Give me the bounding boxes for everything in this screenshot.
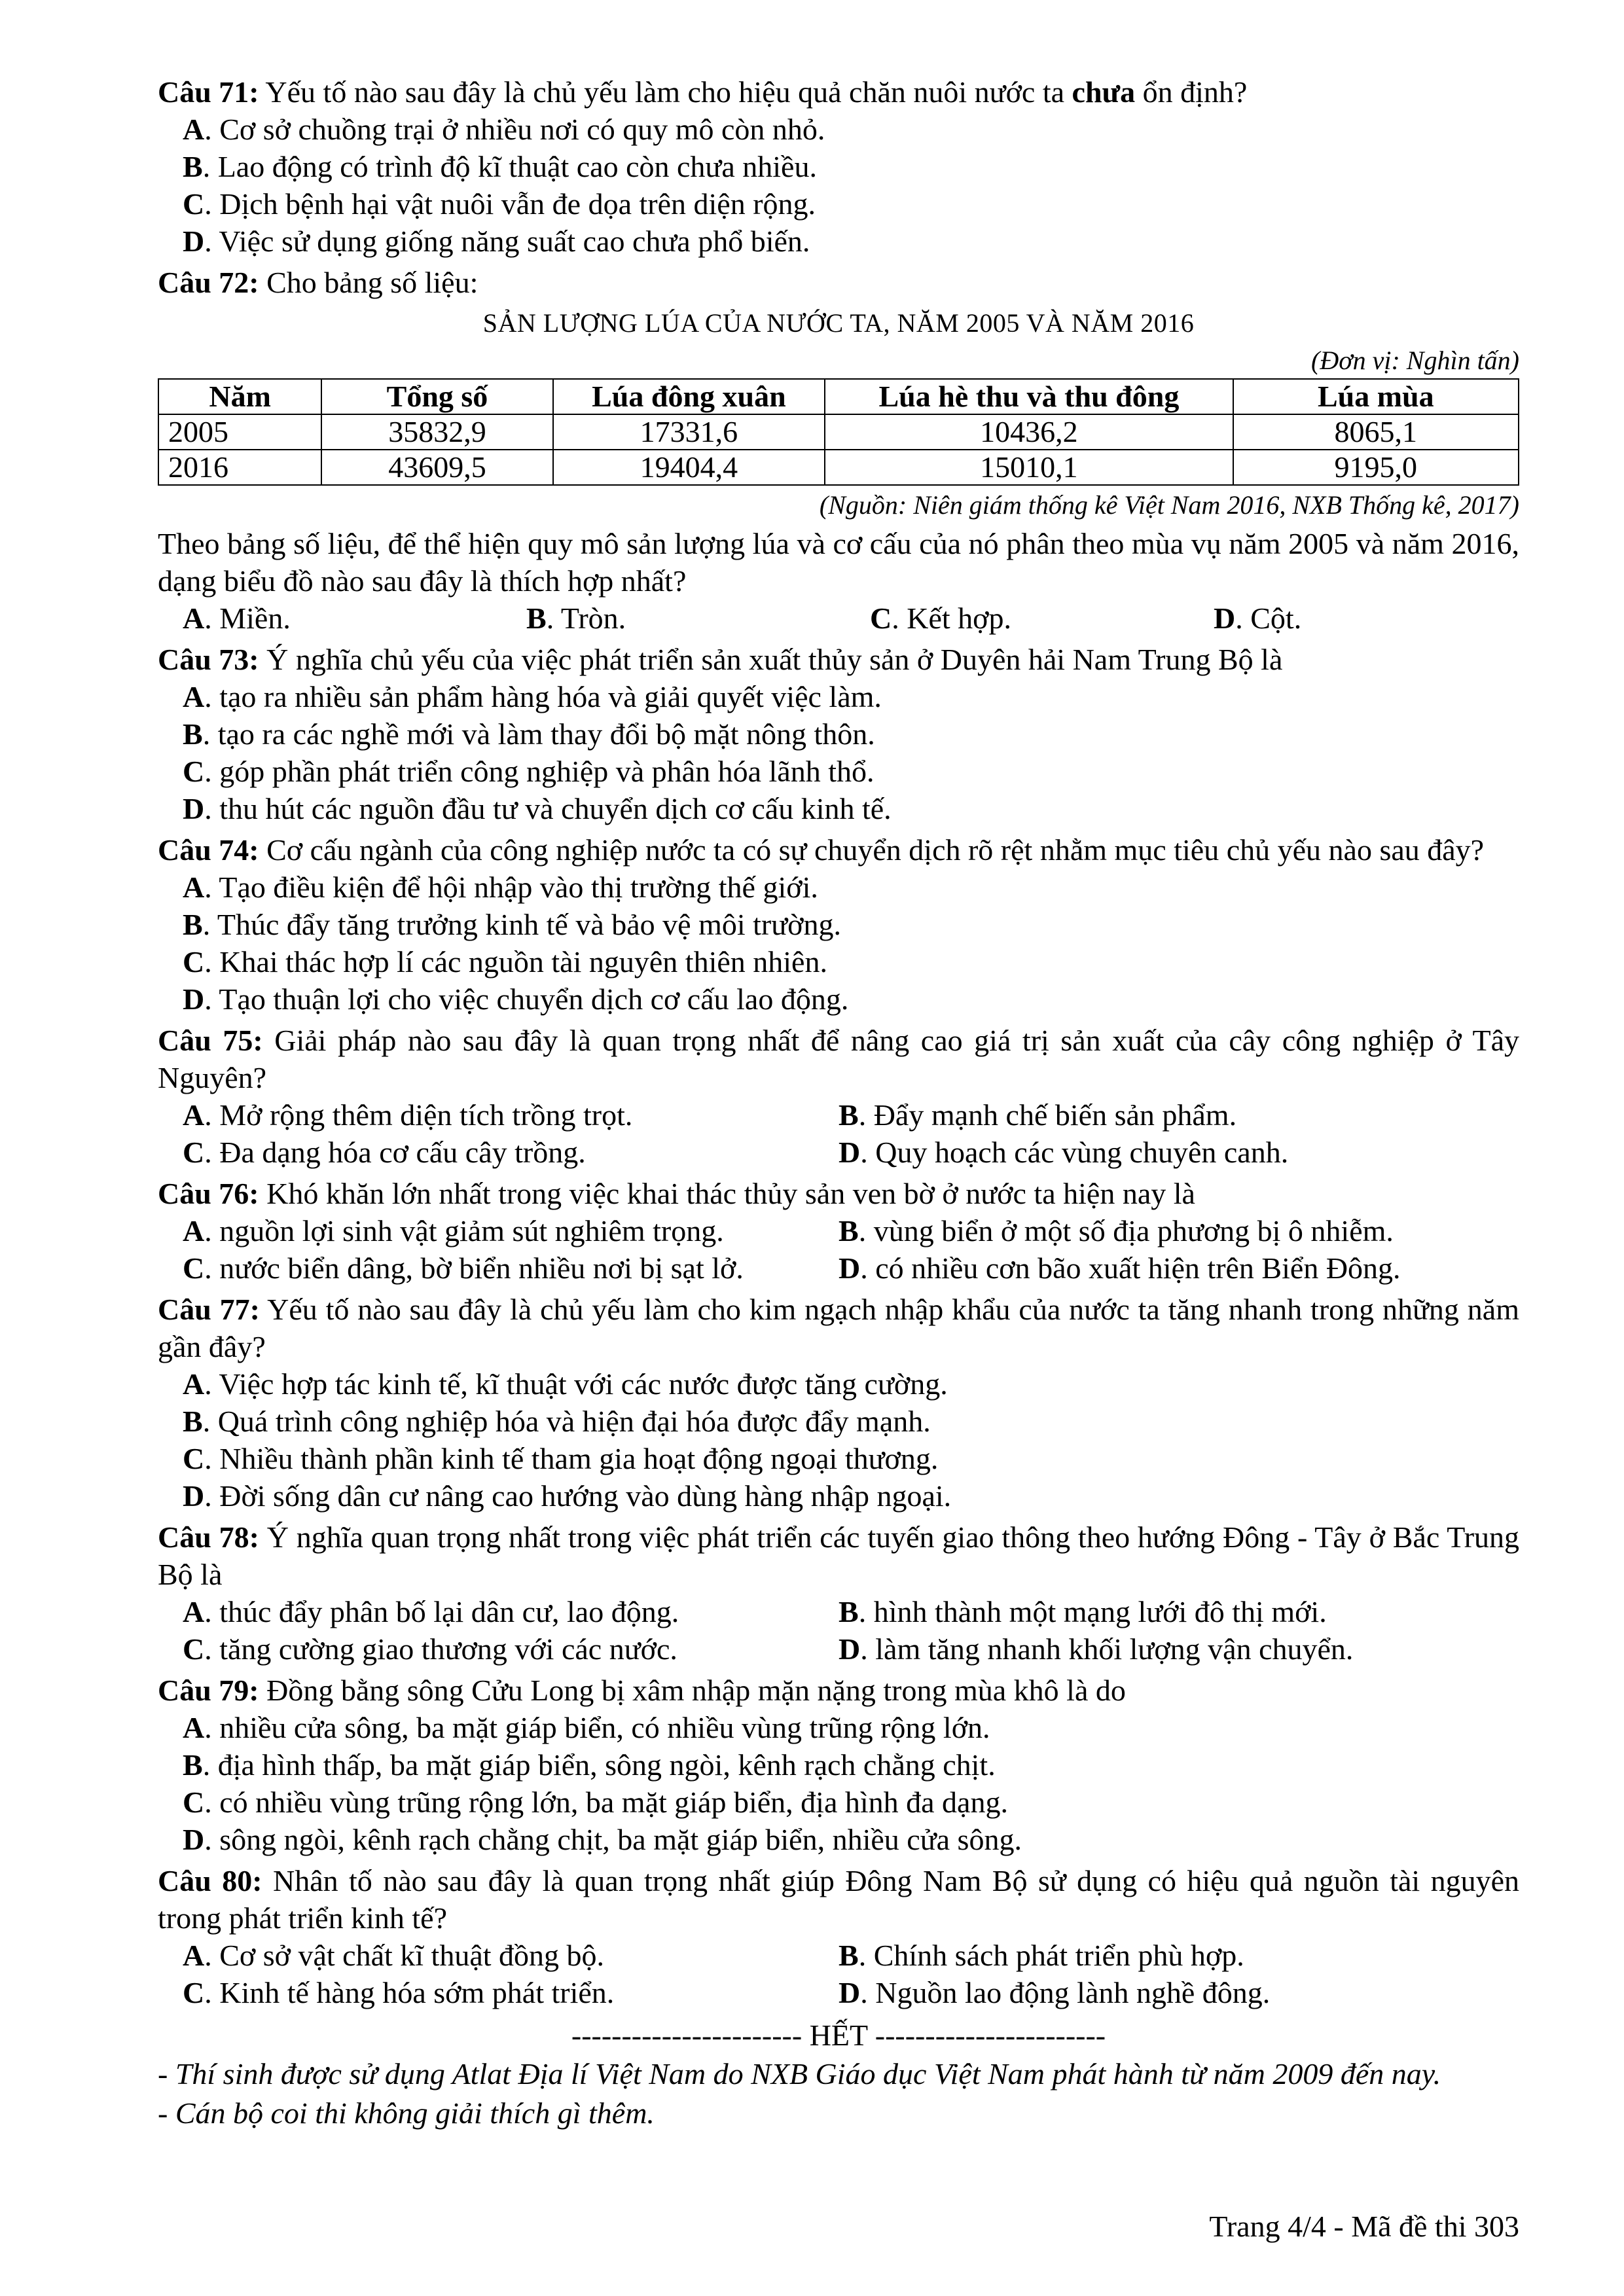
option-d: D. làm tăng nhanh khối lượng vận chuyển. — [839, 1632, 1354, 1666]
option-c: C. tăng cường giao thương với các nước. — [183, 1632, 677, 1666]
option-d: D. thu hút các nguồn đầu tư và chuyển dịch cơ cấu kinh tế. — [183, 792, 892, 825]
option-a: A. Mở rộng thêm diện tích trồng trọt. — [183, 1098, 633, 1132]
options-row — [158, 1212, 1519, 1249]
option-d: D. Cột. — [1214, 601, 1302, 635]
header-cell: Lúa hè thu và thu đông — [825, 379, 1233, 414]
exam-page — [158, 73, 1519, 2133]
option-b: B. Lao động có trình độ kĩ thuật cao còn chưa nhiều. — [183, 150, 817, 183]
options-row — [158, 1974, 1519, 2011]
option-c: C. góp phần phát triển công nghiệp và phân hóa lãnh thổ. — [183, 755, 875, 788]
header-cell: Tổng số — [321, 379, 552, 414]
question-77 — [158, 1291, 1519, 1515]
option-a: A. Cơ sở chuồng trại ở nhiều nơi có quy mô còn nhỏ. — [183, 113, 825, 146]
note-proctor: - Cán bộ coi thi không giải thích gì thêm. — [158, 2096, 655, 2130]
options-row — [158, 1249, 1519, 1287]
end-marker: ----------------------- HẾT ----------------------- — [571, 2018, 1106, 2052]
question-71-stem: Câu 71: Yếu tố nào sau đây là chủ yếu làm cho hiệu quả chăn nuôi nước ta chưa ổn định? — [158, 75, 1248, 109]
option-a: A. nguồn lợi sinh vật giảm sút nghiêm trọng. — [183, 1214, 724, 1247]
question-71 — [158, 73, 1519, 260]
option-d: D. Việc sử dụng giống năng suất cao chưa phổ biến. — [183, 224, 810, 258]
option-c: C. Nhiều thành phần kinh tế tham gia hoạt động ngoại thương. — [183, 1442, 939, 1475]
option-b: B. vùng biển ở một số địa phương bị ô nhiễm. — [839, 1214, 1394, 1247]
question-79-stem: Câu 79: Đồng bằng sông Cửu Long bị xâm nhập mặn nặng trong mùa khô là do — [158, 1674, 1126, 1707]
options-row — [158, 1096, 1519, 1134]
question-74 — [158, 831, 1519, 1018]
option-b: B. Đẩy mạnh chế biến sản phẩm. — [839, 1098, 1237, 1132]
option-d: D. Quy hoạch các vùng chuyên canh. — [839, 1136, 1289, 1169]
options-row — [158, 1937, 1519, 1974]
option-c: C. Kết hợp. — [870, 601, 1011, 635]
option-b: B. tạo ra các nghề mới và làm thay đổi bộ mặt nông thôn. — [183, 717, 875, 751]
option-d: D. sông ngòi, kênh rạch chằng chịt, ba mặt giáp biển, nhiều cửa sông. — [183, 1823, 1022, 1856]
question-80-stem: Câu 80: Nhân tố nào sau đây là quan trọng nhất giúp Đông Nam Bộ sử dụng có hiệu quả nguồn tài nguyên trong phát triển kinh tế? — [158, 1864, 1520, 1935]
option-b: B. hình thành một mạng lưới đô thị mới. — [839, 1595, 1327, 1628]
question-72-prompt: Theo bảng số liệu, để thể hiện quy mô sản lượng lúa và cơ cấu của nó phân theo mùa vụ năm 2005 và năm 2016, dạng biểu đồ nào sau đây là thích hợp nhất? — [158, 527, 1519, 598]
question-77-stem: Câu 77: Yếu tố nào sau đây là chủ yếu làm cho kim ngạch nhập khẩu của nước ta tăng nhanh trong những năm gần đây? — [158, 1293, 1519, 1363]
table-unit: (Đơn vị: Nghìn tấn) — [1311, 346, 1519, 375]
table-row: 2005 35832,9 17331,6 10436,2 8065,1 — [158, 414, 1519, 450]
option-a: A. tạo ra nhiều sản phẩm hàng hóa và giải quyết việc làm. — [183, 680, 882, 713]
question-80 — [158, 1862, 1519, 2011]
option-d: D. Nguồn lao động lành nghề đông. — [839, 1976, 1271, 2009]
option-d: D. Đời sống dân cư nâng cao hướng vào dùng hàng nhập ngoại. — [183, 1479, 952, 1513]
option-d: D. Tạo thuận lợi cho việc chuyển dịch cơ cấu lao động. — [183, 982, 849, 1016]
table-row: 2016 43609,5 19404,4 15010,1 9195,0 — [158, 450, 1519, 485]
option-a: A. Miền. — [183, 601, 291, 635]
option-c: C. Kinh tế hàng hóa sớm phát triển. — [183, 1976, 615, 2009]
page-footer: Trang 4/4 - Mã đề thi 303 — [1209, 2210, 1519, 2243]
option-a: A. Việc hợp tác kinh tế, kĩ thuật với các nước được tăng cường. — [183, 1367, 948, 1401]
option-c: C. Đa dạng hóa cơ cấu cây trồng. — [183, 1136, 586, 1169]
question-label: Câu 71: — [158, 75, 259, 109]
question-76 — [158, 1175, 1519, 1287]
option-b: B. Chính sách phát triển phù hợp. — [839, 1939, 1244, 1972]
header-cell: Lúa đông xuân — [553, 379, 825, 414]
option-c: C. Dịch bệnh hại vật nuôi vẫn đe dọa trên diện rộng. — [183, 187, 816, 221]
option-a: A. Tạo điều kiện để hội nhập vào thị trường thế giới. — [183, 870, 818, 904]
question-73-stem: Câu 73: Ý nghĩa chủ yếu của việc phát triển sản xuất thủy sản ở Duyên hải Nam Trung Bộ là — [158, 643, 1283, 676]
question-78 — [158, 1518, 1519, 1668]
option-d: D. có nhiều cơn bão xuất hiện trên Biển Đông. — [839, 1251, 1401, 1285]
question-75 — [158, 1022, 1519, 1171]
header-cell: Lúa mùa — [1233, 379, 1519, 414]
option-b: B. địa hình thấp, ba mặt giáp biển, sông ngòi, kênh rạch chằng chịt. — [183, 1748, 996, 1782]
table-source: (Nguồn: Niên giám thống kê Việt Nam 2016, NXB Thống kê, 2017) — [819, 490, 1519, 520]
option-b: B. Quá trình công nghiệp hóa và hiện đại hóa được đẩy mạnh. — [183, 1405, 931, 1438]
table-header-row — [158, 379, 1519, 414]
option-a: A. Cơ sở vật chất kĩ thuật đồng bộ. — [183, 1939, 605, 1972]
options-row — [158, 1630, 1519, 1668]
question-75-stem: Câu 75: Giải pháp nào sau đây là quan trọng nhất để nâng cao giá trị sản xuất của cây công nghiệp ở Tây Nguyên? — [158, 1024, 1520, 1094]
question-73 — [158, 641, 1519, 827]
table-title: SẢN LƯỢNG LÚA CỦA NƯỚC TA, NĂM 2005 VÀ NĂM 2016 — [482, 308, 1195, 338]
option-c: C. Khai thác hợp lí các nguồn tài nguyên thiên nhiên. — [183, 945, 827, 978]
data-table — [158, 378, 1519, 486]
options-row — [158, 1134, 1519, 1171]
option-b: B. Tròn. — [526, 601, 626, 635]
question-72-stem: Câu 72: Cho bảng số liệu: — [158, 266, 478, 299]
option-c: C. nước biển dâng, bờ biển nhiều nơi bị sạt lở. — [183, 1251, 744, 1285]
question-74-stem: Câu 74: Cơ cấu ngành của công nghiệp nước ta có sự chuyển dịch rõ rệt nhằm mục tiêu chủ yếu nào sau đây? — [158, 833, 1485, 867]
header-cell: Năm — [158, 379, 321, 414]
question-79 — [158, 1672, 1519, 1858]
question-78-stem: Câu 78: Ý nghĩa quan trọng nhất trong việc phát triển các tuyến giao thông theo hướng Đông - Tây ở Bắc Trung Bộ là — [158, 1520, 1520, 1591]
options-row — [158, 600, 1519, 637]
note-atlat: - Thí sinh được sử dụng Atlat Địa lí Việt Nam do NXB Giáo dục Việt Nam phát hành từ năm 2009 đến nay. — [158, 2057, 1441, 2090]
option-b: B. Thúc đẩy tăng trưởng kinh tế và bảo vệ môi trường. — [183, 908, 841, 941]
question-72 — [158, 264, 1519, 637]
options-row — [158, 1593, 1519, 1630]
question-76-stem: Câu 76: Khó khăn lớn nhất trong việc khai thác thủy sản ven bờ ở nước ta hiện nay là — [158, 1177, 1195, 1210]
option-a: A. nhiều cửa sông, ba mặt giáp biển, có nhiều vùng trũng rộng lớn. — [183, 1711, 990, 1744]
option-a: A. thúc đẩy phân bố lại dân cư, lao động. — [183, 1595, 679, 1628]
option-c: C. có nhiều vùng trũng rộng lớn, ba mặt giáp biển, địa hình đa dạng. — [183, 1785, 1008, 1819]
